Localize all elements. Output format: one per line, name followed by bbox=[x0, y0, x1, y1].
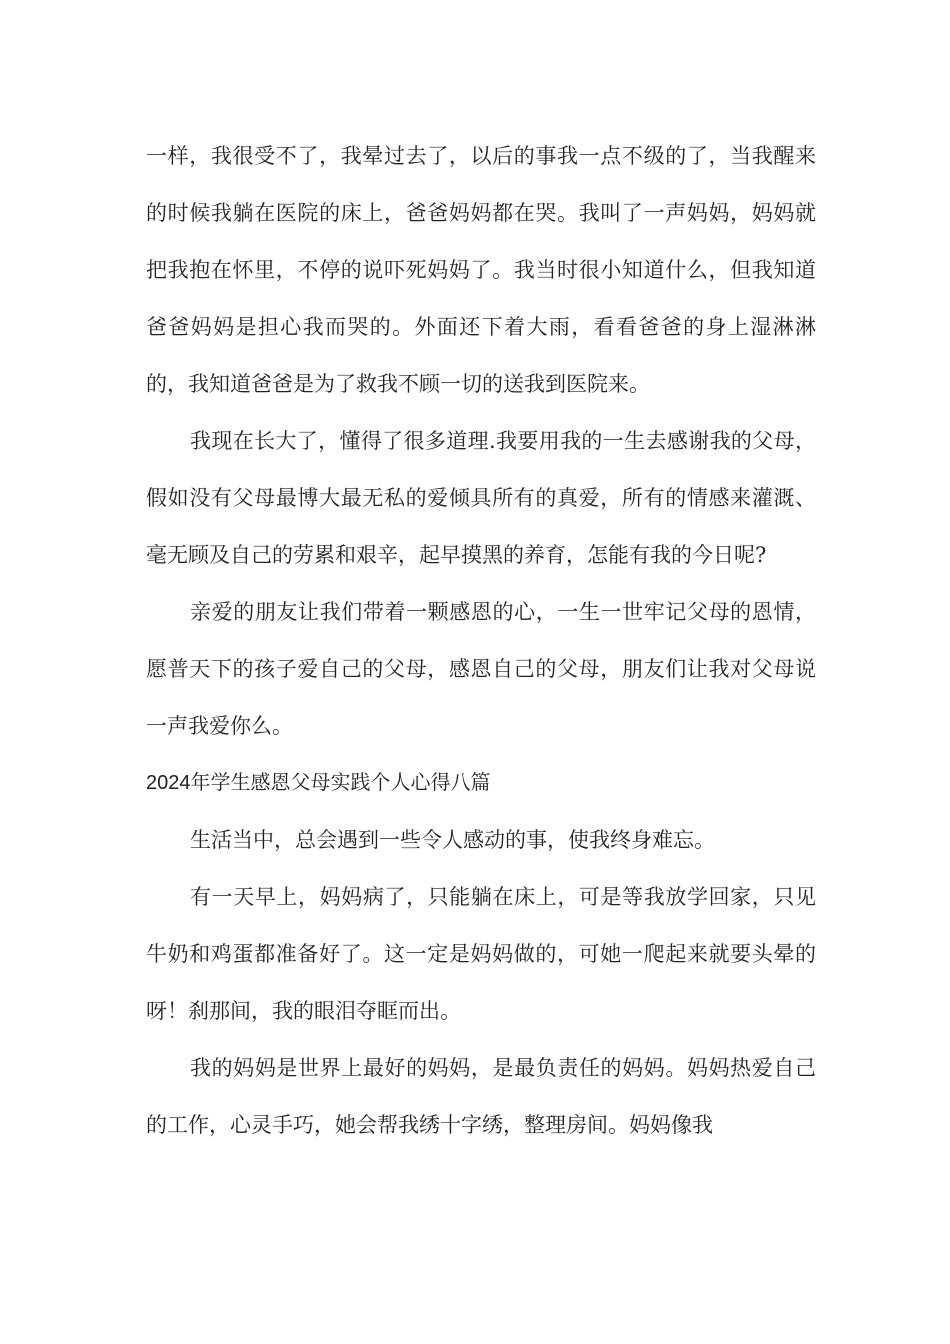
paragraph: 我现在长大了，懂得了很多道理.我要用我的一生去感谢我的父母，假如没有父母最博大最无私的爱倾具所有的真爱，所有的情感来灌溉、毫无顾及自己的劳累和艰辛，起早摸黑的养育，怎能有我的今日呢? bbox=[146, 429, 816, 567]
paragraph-continuation: 一样，我很受不了，我晕过去了，以后的事我一点不级的了，当我醒来的时候我躺在医院的床上，爸爸妈妈都在哭。我叫了一声妈妈，妈妈就把我抱在怀里，不停的说吓死妈妈了。我当时很小知道什么，但我知道爸爸妈妈是担心我而哭的。外面还下着大雨，看看爸爸的身上湿淋淋的，我知道爸爸是为了救我不顾一切的送我到医院来。 bbox=[146, 144, 816, 396]
paragraph: 有一天早上，妈妈病了，只能躺在床上，可是等我放学回家，只见牛奶和鸡蛋都准备好了。这一定是妈妈做的，可她一爬起来就要头晕的呀！刹那间，我的眼泪夺眶而出。 bbox=[146, 885, 816, 1023]
paragraph: 生活当中，总会遇到一些令人感动的事，使我终身难忘。 bbox=[190, 828, 715, 852]
section-heading: 2024年学生感恩父母实践个人心得八篇 bbox=[146, 772, 491, 794]
document-body bbox=[146, 128, 816, 1154]
paragraph: 亲爱的朋友让我们带着一颗感恩的心，一生一世牢记父母的恩情，愿普天下的孩子爱自己的父母，感恩自己的父母，朋友们让我对父母说一声我爱你么。 bbox=[146, 600, 816, 738]
paragraph: 我的妈妈是世界上最好的妈妈，是最负责任的妈妈。妈妈热爱自己的工作，心灵手巧，她会帮我绣十字绣，整理房间。妈妈像我 bbox=[146, 1056, 816, 1137]
